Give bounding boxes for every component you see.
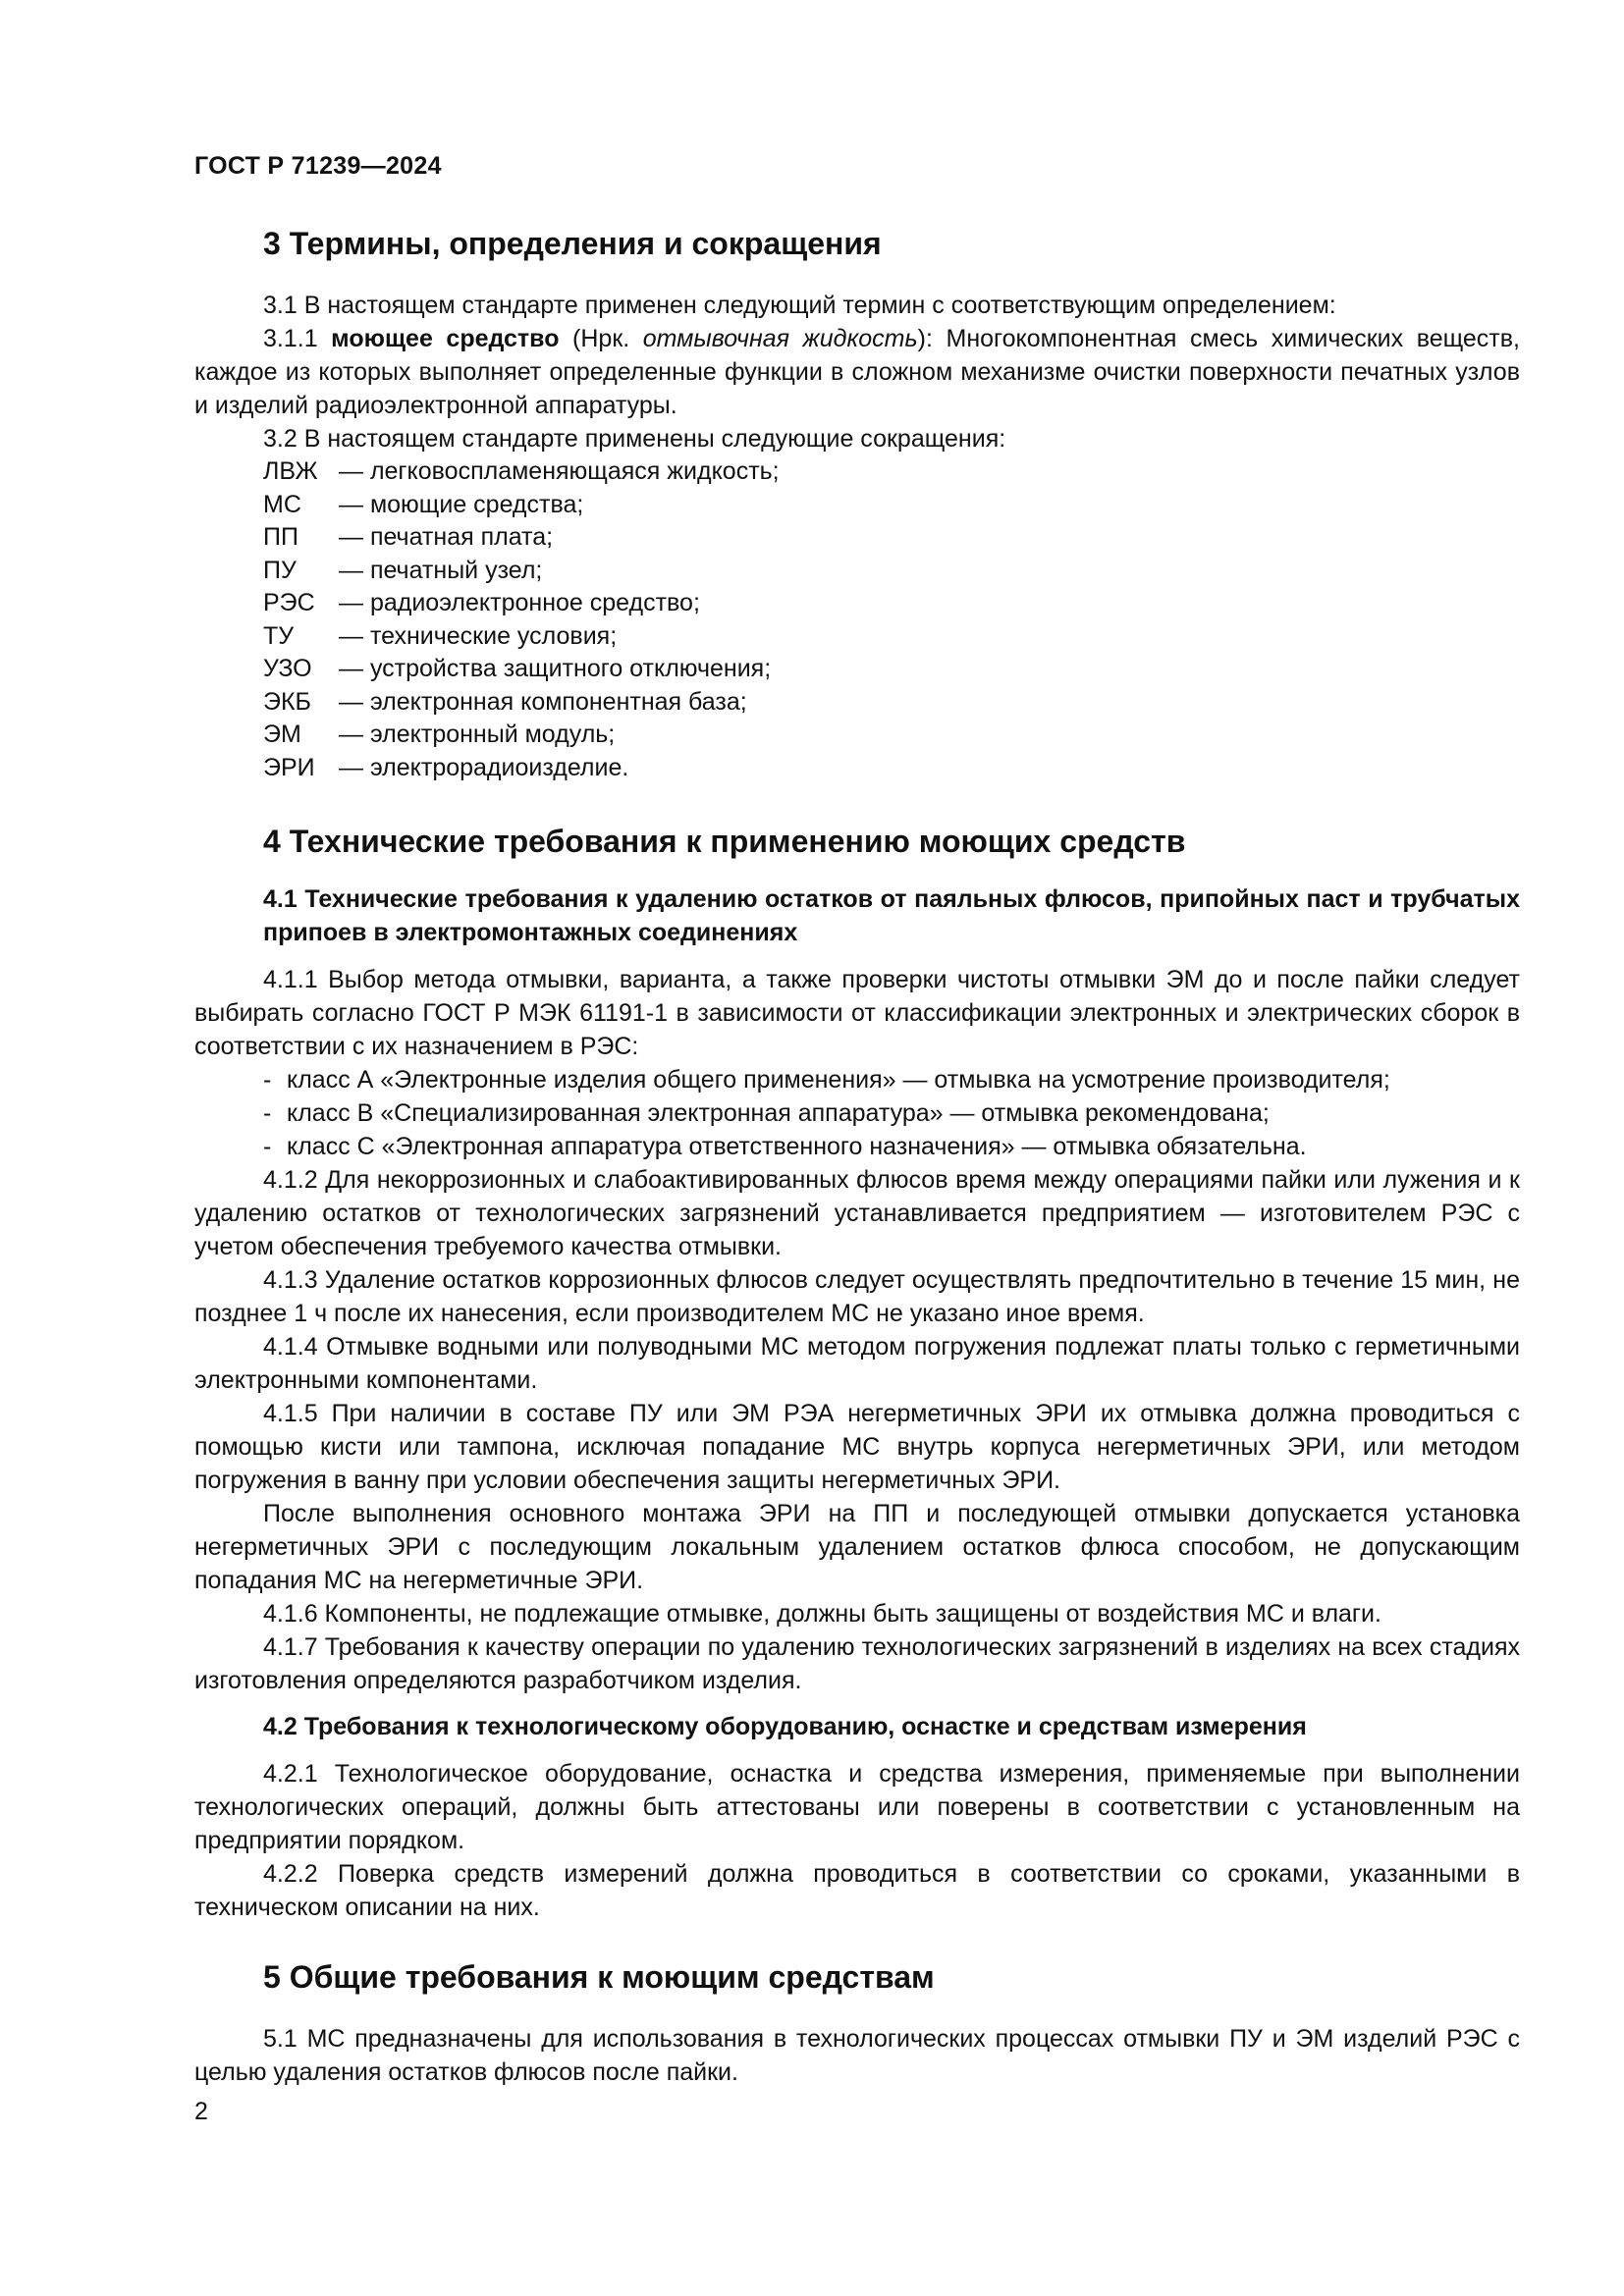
abbreviation-code: ТУ <box>263 621 295 650</box>
page-number: 2 <box>194 2098 208 2125</box>
abbreviation-code: ЭРИ <box>263 753 315 781</box>
abbreviation-text: — устройства защитного отключения; <box>339 655 772 682</box>
abbreviation-row <box>263 489 780 522</box>
paragraph-3-1-1 <box>194 322 1520 422</box>
bullet-dash: - <box>263 1066 272 1094</box>
paragraph-4-1-5-continued: После выполнения основного монтажа ЭРИ на ПП и последующей отмывки допускается установка негерметичных ЭРИ с последующим локальным удалением остатков флюса способом, не допускающим попадания МС на негерметичные ЭРИ. <box>194 1500 1520 1594</box>
abbreviation-code: ПП <box>263 523 298 551</box>
defined-term: моющее средство <box>331 325 560 352</box>
paragraph-5-1: 5.1 МС предназначены для использования в технологических процессах отмывки ПУ и ЭМ изделий РЭС с целью удаления остатков флюсов после пайки. <box>194 2025 1520 2086</box>
abbreviation-code: ЛВЖ <box>263 457 318 485</box>
section-3-heading: 3 Термины, определения и сокращения <box>263 226 882 261</box>
abbreviation-text: — легковоспламеняющаяся жидкость; <box>339 457 780 485</box>
abbreviation-row <box>263 719 780 752</box>
abbreviation-row <box>263 620 780 654</box>
paragraph-4-2-2: 4.2.2 Поверка средств измерений должна проводиться в соответствии со сроками, указанными в техническом описании на них. <box>194 1860 1520 1921</box>
abbreviation-code: МС <box>263 490 301 518</box>
abbreviation-row <box>263 686 780 720</box>
deprecated-term: отмывочная жидкость <box>642 325 918 352</box>
section-4-1-body <box>194 963 1520 1697</box>
abbreviation-text: — технические условия; <box>339 621 618 650</box>
paragraph-3-1: 3.1 В настоящем стандарте применен следующий термин с соответствующим определением: <box>263 292 1336 319</box>
list-item <box>194 1130 1520 1163</box>
list-item-text: класс С «Электронная аппаратура ответственного назначения» — отмывка обязательна. <box>287 1133 1307 1160</box>
bullet-dash: - <box>263 1133 272 1160</box>
abbreviation-code: ЭКБ <box>263 687 311 716</box>
abbreviation-row <box>263 587 780 620</box>
list-item <box>194 1063 1520 1096</box>
section-5-heading: 5 Общие требования к моющим средствам <box>263 1959 935 1995</box>
paragraph-4-1-2: 4.1.2 Для некоррозионных и слабоактивированных флюсов время между операциями пайки или лужения и к удалению остатков от технологических загрязнений устанавливается предприятием — изготовителем РЭС с учетом обеспечения требуемого качества отмывки. <box>194 1166 1520 1260</box>
section-5-body <box>194 2022 1520 2089</box>
abbreviation-code: ЭМ <box>263 721 301 748</box>
abbreviation-row <box>263 455 780 489</box>
section-3-body <box>194 289 1520 455</box>
subsection-4-2-heading: 4.2 Требования к технологическому оборудованию, оснастке и средствам измерения <box>263 1713 1307 1740</box>
section-4-heading: 4 Технические требования к применению моющих средств <box>263 824 1186 859</box>
abbreviation-row <box>263 555 780 588</box>
abbreviation-text: — радиоэлектронное средство; <box>339 589 700 616</box>
abbreviation-row <box>263 521 780 555</box>
clause-number: 3.1.1 <box>263 325 332 352</box>
abbreviation-row <box>263 752 780 785</box>
paragraph-4-2-1: 4.2.1 Технологическое оборудование, оснастка и средства измерения, применяемые при выполнении технологических операций, должны быть аттестованы или поверены в соответствии с установленным на предприятии порядком. <box>194 1760 1520 1854</box>
paragraph-4-1-4: 4.1.4 Отмывке водными или полуводными МС методом погружения подлежат платы только с герметичными электронными компонентами. <box>194 1333 1520 1394</box>
list-item-text: класс А «Электронные изделия общего применения» — отмывка на усмотрение производителя; <box>287 1066 1390 1094</box>
abbreviation-text: — печатная плата; <box>339 523 554 551</box>
abbreviation-row <box>263 653 780 686</box>
abbreviation-code: РЭС <box>263 589 315 616</box>
abbreviation-code: УЗО <box>263 655 312 682</box>
abbreviation-text: — моющие средства; <box>339 490 584 518</box>
class-list <box>194 1063 1520 1163</box>
abbreviation-text: — электрорадиоизделие. <box>339 753 629 781</box>
section-4-2-body <box>194 1757 1520 1924</box>
document-code: ГОСТ Р 71239—2024 <box>194 152 442 180</box>
paragraph-3-2: 3.2 В настоящем стандарте применены следующие сокращения: <box>263 425 1006 453</box>
abbreviation-list <box>263 455 780 784</box>
paragraph-4-1-5: 4.1.5 При наличии в составе ПУ или ЭМ РЭА негерметичных ЭРИ их отмывка должна проводиться с помощью кисти или тампона, исключая попадание МС внутрь корпуса негерметичных ЭРИ, или методом погружения в ванну при условии обеспечения защиты негерметичных ЭРИ. <box>194 1400 1520 1494</box>
paragraph-4-1-1: 4.1.1 Выбор метода отмывки, варианта, а также проверки чистоты отмывки ЭМ до и после пайки следует выбирать согласно ГОСТ Р МЭК 61191-1 в зависимости от классификации электронных и электрических сборок в соответствии с их назначением в РЭС: <box>194 966 1520 1060</box>
list-item-text: класс В «Специализированная электронная аппаратура» — отмывка рекомендована; <box>287 1099 1270 1127</box>
nrk-label: (Нрк. <box>559 325 643 352</box>
subsection-4-1-heading: 4.1 Технические требования к удалению остатков от паяльных флюсов, припойных паст и трубчатых припоев в электромонтажных соединениях <box>263 885 1520 946</box>
term-definition: ): Многокомпонентная смесь химических веществ, каждое из которых выполняет определенные функции в сложном механизме очистки поверхности печатных узлов и изделий радиоэлектронной аппаратуры. <box>194 325 1520 419</box>
abbreviation-text: — электронная компонентная база; <box>339 687 747 716</box>
abbreviation-text: — печатный узел; <box>339 556 543 584</box>
abbreviation-code: ПУ <box>263 556 297 584</box>
abbreviation-text: — электронный модуль; <box>339 721 616 748</box>
list-item <box>194 1096 1520 1130</box>
paragraph-4-1-3: 4.1.3 Удаление остатков коррозионных флюсов следует осуществлять предпочтительно в течение 15 мин, не позднее 1 ч после их нанесения, если производителем МС не указано иное время. <box>194 1266 1520 1327</box>
paragraph-4-1-6: 4.1.6 Компоненты, не подлежащие отмывке, должны быть защищены от воздействия МС и влаги. <box>263 1600 1381 1628</box>
paragraph-4-1-7: 4.1.7 Требования к качеству операции по удалению технологических загрязнений в изделиях на всех стадиях изготовления определяются разработчиком изделия. <box>194 1633 1520 1694</box>
bullet-dash: - <box>263 1099 272 1127</box>
